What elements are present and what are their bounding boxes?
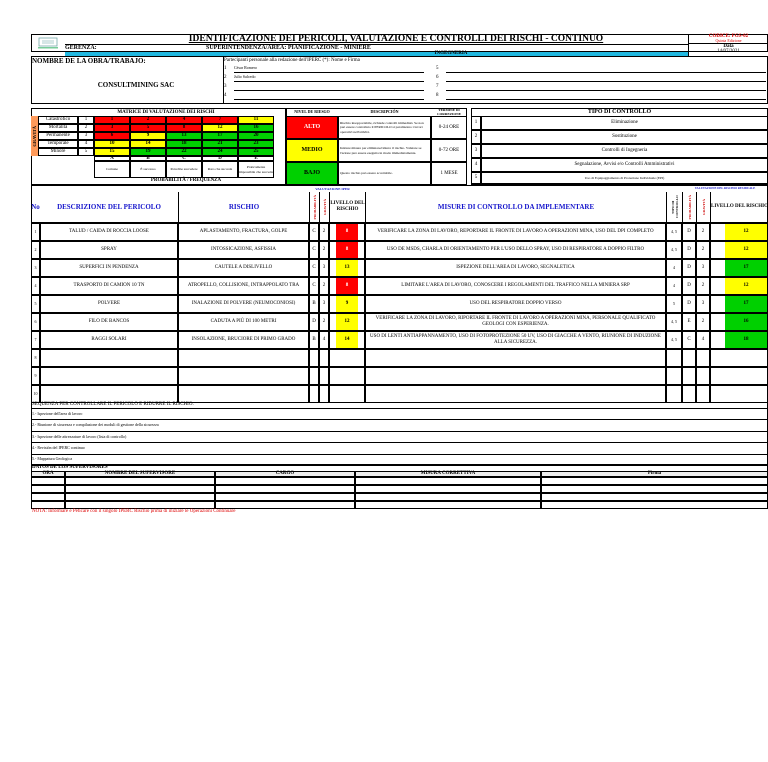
frequency-letter: B bbox=[130, 156, 166, 161]
supervisor-cell bbox=[355, 501, 541, 509]
control-number: 2 bbox=[471, 130, 481, 144]
hazard-description: SPRAY bbox=[40, 241, 178, 259]
participant-number: 2 bbox=[224, 75, 227, 81]
matrix-cell: 25 bbox=[238, 148, 274, 156]
matrix-cell: 1 bbox=[94, 116, 130, 124]
supervisor-cell bbox=[355, 477, 541, 485]
probability: C bbox=[309, 241, 319, 259]
control-type: 4, 5 bbox=[666, 241, 682, 259]
residual-level-badge: 12 bbox=[725, 278, 767, 294]
levels-time-header: TERMINE DI CORREZIONE bbox=[437, 107, 461, 116]
work-name-label: NOMBRE DE LA OBRA/TRABAJO: bbox=[32, 57, 146, 66]
level-description: Questo rischio può essere accettabile. bbox=[338, 162, 431, 185]
frequency-axis-label: PROBABILITÀ / FREQUENZA bbox=[150, 178, 222, 184]
control-text: Sostituzione bbox=[481, 130, 768, 144]
col-control-type: TIPO DI CONTROLLO bbox=[666, 192, 682, 222]
hazard-description: TRASPORTO DI CAMION 10 TN bbox=[40, 277, 178, 295]
supervisor-cell bbox=[215, 485, 355, 493]
control-type: 4, 5 bbox=[666, 223, 682, 241]
risk-level-badge bbox=[336, 368, 358, 384]
hazard-description: SUPERFICI IN PENDENZA bbox=[40, 259, 178, 277]
control-measure: USO DEL RESPIRATORE DOPPIO VERSO bbox=[365, 295, 666, 313]
probability: B bbox=[309, 295, 319, 313]
severity-label: Temporale bbox=[38, 140, 78, 148]
residual-probability bbox=[682, 367, 696, 385]
risk-description: ATROPELLO, COLLISIONE, INTRAPPOLATO TRA bbox=[178, 277, 309, 295]
supervisor-cell bbox=[65, 477, 215, 485]
iperc-sheet bbox=[31, 34, 768, 521]
probability: B bbox=[309, 331, 319, 349]
supervisor-cell bbox=[65, 493, 215, 501]
supervisor-cell bbox=[355, 485, 541, 493]
severity-number: 3 bbox=[78, 132, 94, 140]
supervisor-header: NOMBRE DEL SUPERVISORE bbox=[65, 471, 215, 477]
hazard-description bbox=[40, 349, 178, 367]
severity: 4 bbox=[319, 331, 329, 349]
area-label: SUPERINTENDENZA/AREA: PIANIFICAZIONE - MINIERE bbox=[206, 44, 371, 51]
row-number: 8 bbox=[31, 349, 40, 367]
control-text: Controlli di Ingegneria bbox=[481, 144, 768, 158]
frequency-label: Praticamente impossibile che succeda bbox=[238, 161, 274, 178]
risk-description: INALAZIONE DI POLVERE (NEUMOCONIOSI) bbox=[178, 295, 309, 313]
frequency-label: Raro che succeda bbox=[202, 161, 238, 178]
control-type: 5 bbox=[666, 295, 682, 313]
participant-name bbox=[446, 83, 766, 91]
risk-level-badge: 8 bbox=[336, 278, 358, 294]
severity: 2 bbox=[319, 313, 329, 331]
col-no: No bbox=[31, 202, 40, 211]
severity-label: Mortalità bbox=[38, 124, 78, 132]
risk-matrix-title: MATRICE DI VALUTAZIONE DEI RISCHI bbox=[117, 109, 215, 115]
matrix-cell: 19 bbox=[130, 148, 166, 156]
frequency-label: Comune bbox=[94, 161, 130, 178]
risk-description: INSOLAZIONE, BRUCIORE DI PRIMO GRADO bbox=[178, 331, 309, 349]
participant-number: 4 bbox=[224, 93, 227, 99]
severity-number: 1 bbox=[78, 116, 94, 124]
participant-number: 3 bbox=[224, 84, 227, 90]
risk-description: APLASTAMENTO, FRACTURA, GOLPE bbox=[178, 223, 309, 241]
control-measure: LIMITARE L'AREA DI LAVORO, CONOSCERE I REGOLAMENTI DEL TRAFFICO NELLA MINIERA SRP bbox=[365, 277, 666, 295]
supervisor-cell bbox=[541, 485, 768, 493]
participant-number: 5 bbox=[436, 66, 439, 72]
participants-label: Partecipanti personale alla redazione dell'IPERC (*): Nome e Firma bbox=[224, 57, 360, 63]
frequency-letter: D bbox=[202, 156, 238, 161]
residual-severity: 2 bbox=[696, 313, 710, 331]
sequence-item: 5.- Mappatura Geologica bbox=[31, 454, 768, 465]
risk-level-badge: 8 bbox=[336, 224, 358, 240]
supervisor-cell bbox=[541, 493, 768, 501]
residual-severity: 2 bbox=[696, 241, 710, 259]
supervisor-cell bbox=[541, 501, 768, 509]
frequency-letter: C bbox=[166, 156, 202, 161]
page-title: IDENTIFICAZIONE DEI PERICOLI, VALUTAZIONE E CONTROLLI DEI RISCHI - CONTINUO bbox=[188, 34, 604, 44]
residual-probability: D bbox=[682, 241, 696, 259]
matrix-cell: 18 bbox=[166, 140, 202, 148]
frequency-label: È successo bbox=[130, 161, 166, 178]
levels-header: NIVEL DE RIESGO bbox=[294, 109, 330, 115]
control-text: Uso di Equipaggiamento di Protezione Individuale (EPI) bbox=[481, 172, 768, 184]
matrix-cell: 9 bbox=[130, 132, 166, 140]
row-number: 4 bbox=[31, 277, 40, 295]
control-text: Eliminazione bbox=[481, 116, 768, 130]
row-number: 10 bbox=[31, 385, 40, 403]
participant-number: 7 bbox=[436, 84, 439, 90]
control-type: 4 bbox=[666, 277, 682, 295]
matrix-cell: 17 bbox=[202, 132, 238, 140]
frequency-letter: A bbox=[94, 156, 130, 161]
matrix-cell: 5 bbox=[130, 124, 166, 132]
col-probability: PROBABILITÀ bbox=[309, 192, 319, 222]
residual-severity: 4 bbox=[696, 331, 710, 349]
company-name: CONSULTMINING SAC bbox=[97, 80, 175, 89]
control-type: 4, 5 bbox=[666, 331, 682, 349]
supervisor-cell bbox=[31, 485, 65, 493]
severity: 3 bbox=[319, 259, 329, 277]
severity-label: Minore bbox=[38, 148, 78, 156]
row-number: 3 bbox=[31, 259, 40, 277]
supervisor-header: MISURA CORRETTIVA bbox=[355, 471, 541, 477]
level-badge: BAJO bbox=[286, 162, 338, 185]
control-type bbox=[666, 367, 682, 385]
ingegneria-label: INGEGNERIA bbox=[434, 51, 468, 57]
level-time: 0-72 ORE bbox=[431, 139, 467, 162]
control-type: 4 bbox=[666, 259, 682, 277]
sequence-item: 3.- Ispezione delle attrezzature di lavoro (lista di controllo) bbox=[31, 431, 768, 442]
matrix-cell: 23 bbox=[238, 140, 274, 148]
severity bbox=[319, 349, 329, 367]
control-type-title: TIPO DI CONTROLLO bbox=[587, 109, 652, 116]
severity bbox=[319, 385, 329, 403]
supervisor-header: Firma bbox=[541, 471, 768, 477]
control-measure: ISPEZIONE DELL'AREA DI LAVORO, SEGNALETICA bbox=[365, 259, 666, 277]
doc-edition: Quinta Edizione bbox=[689, 39, 768, 44]
severity-number: 4 bbox=[78, 140, 94, 148]
level-time: 1 MESE bbox=[431, 162, 467, 185]
risk-level-badge: 12 bbox=[336, 314, 358, 330]
matrix-cell: 10 bbox=[94, 140, 130, 148]
supervisor-header: ORA bbox=[31, 471, 65, 477]
supervisor-cell bbox=[215, 501, 355, 509]
row-number: 9 bbox=[31, 367, 40, 385]
control-measure bbox=[365, 367, 666, 385]
control-number: 4 bbox=[471, 158, 481, 172]
control-measure bbox=[365, 385, 666, 403]
risk-level-badge: 13 bbox=[336, 260, 358, 276]
row-number: 5 bbox=[31, 295, 40, 313]
residual-level-badge bbox=[725, 350, 767, 366]
control-number: 5 bbox=[471, 172, 481, 184]
probability bbox=[309, 349, 319, 367]
control-number: 1 bbox=[471, 116, 481, 130]
residual-severity bbox=[696, 367, 710, 385]
risk-level-badge: 9 bbox=[336, 296, 358, 312]
residual-severity: 2 bbox=[696, 223, 710, 241]
severity-label: Permanente bbox=[38, 132, 78, 140]
col-measures: MISURE DI CONTROLLO DA IMPLEMENTARE bbox=[365, 192, 666, 222]
supervisor-cell bbox=[215, 477, 355, 485]
severity bbox=[319, 367, 329, 385]
supervisor-cell bbox=[65, 501, 215, 509]
severity-axis-label: GRAVITÀ bbox=[31, 116, 38, 156]
probability bbox=[309, 385, 319, 403]
residual-level-badge bbox=[725, 368, 767, 384]
risk-description: CADUTA A PIÙ DI 100 METRI bbox=[178, 313, 309, 331]
risk-level-badge bbox=[336, 350, 358, 366]
probability: C bbox=[309, 223, 319, 241]
sequence-title: SEQUENZA PER CONTROLLARE IL PERICOLO E RIDURRE IL RISCHIO. bbox=[32, 402, 194, 408]
residual-eval-label: VALUTAZIONE DEL RISCHIO RESIDUALE bbox=[694, 186, 756, 191]
participant-name bbox=[234, 92, 424, 100]
frequency-label: Potrebbe succedere bbox=[166, 161, 202, 178]
risk-description bbox=[178, 349, 309, 367]
probability: D bbox=[309, 313, 319, 331]
supervisor-cell bbox=[541, 477, 768, 485]
residual-severity bbox=[696, 349, 710, 367]
residual-probability: D bbox=[682, 277, 696, 295]
control-type bbox=[666, 385, 682, 403]
participant-number: 8 bbox=[436, 93, 439, 99]
residual-level-badge: 18 bbox=[725, 332, 767, 348]
sequence-item: 4.- Revisión del IPERC continuo bbox=[31, 442, 768, 453]
participant-name: César Romero bbox=[234, 65, 424, 73]
hazard-description: RAGGI SOLARI bbox=[40, 331, 178, 349]
supervisors-title: DATOS DE LOS SUPERVISORES bbox=[32, 465, 108, 471]
hazard-description: POLVERE bbox=[40, 295, 178, 313]
matrix-cell: 20 bbox=[238, 132, 274, 140]
hazard-description bbox=[40, 385, 178, 403]
matrix-cell: 4 bbox=[166, 116, 202, 124]
matrix-cell: 8 bbox=[166, 124, 202, 132]
residual-level-badge: 17 bbox=[725, 296, 767, 312]
severity: 3 bbox=[319, 295, 329, 313]
hazard-description: TALUD / CAIDA DI ROCCIA LOOSE bbox=[40, 223, 178, 241]
control-type bbox=[666, 349, 682, 367]
control-measure: USO DI LENTI ANTIAPPANNAMENTO, USO DI FOTOPROTEZIONE 50 UV, USO DI GIACCHE A VENTO, RIUNIONE DI INDUZIONE ALLA SICUREZZA. bbox=[365, 331, 666, 349]
participant-name bbox=[234, 83, 424, 91]
severity: 2 bbox=[319, 277, 329, 295]
participant-name bbox=[446, 74, 766, 82]
residual-probability bbox=[682, 349, 696, 367]
residual-level-badge: 17 bbox=[725, 260, 767, 276]
col-risk: RISCHIO bbox=[178, 192, 309, 222]
severity: 2 bbox=[319, 223, 329, 241]
severity-number: 5 bbox=[78, 148, 94, 156]
supervisor-cell bbox=[215, 493, 355, 501]
participant-name bbox=[446, 92, 766, 100]
risk-level-badge: 14 bbox=[336, 332, 358, 348]
matrix-cell: 6 bbox=[94, 132, 130, 140]
participant-number: 6 bbox=[436, 75, 439, 81]
matrix-cell: 14 bbox=[130, 140, 166, 148]
levels-desc-header: DESCRIPCIÓN bbox=[370, 109, 399, 115]
supervisor-cell bbox=[31, 493, 65, 501]
row-number: 6 bbox=[31, 313, 40, 331]
residual-probability: C bbox=[682, 331, 696, 349]
doc-code-box bbox=[688, 34, 768, 56]
residual-severity: 2 bbox=[696, 277, 710, 295]
matrix-cell: 24 bbox=[202, 148, 238, 156]
control-measure: VERIFICARE LA ZONA DI LAVORO, REPORTARE IL FRONTE DI LAVORO A OPERAZIONI MINA, USO DEL DPI COMPLETO bbox=[365, 223, 666, 241]
col-hazard: DESCRIZIONE DEL PERICOLO bbox=[57, 202, 161, 211]
col-res-level: LIVELLO DEL RISCHIO bbox=[710, 192, 768, 222]
row-number: 1 bbox=[31, 223, 40, 241]
participant-name bbox=[446, 65, 766, 73]
residual-level-badge bbox=[725, 386, 767, 402]
level-badge: ALTO bbox=[286, 116, 338, 139]
residual-level-badge: 12 bbox=[725, 242, 767, 258]
sequence-item: 2.- Riunione di sicurezza e compilazione dei moduli di gestione della sicurezza bbox=[31, 419, 768, 430]
matrix-cell: 7 bbox=[202, 116, 238, 124]
row-number: 7 bbox=[31, 331, 40, 349]
risk-description bbox=[178, 385, 309, 403]
supervisor-cell bbox=[31, 501, 65, 509]
control-measure: VERIFICARE LA ZONA DI LAVORO, RIPORTARE IL FRONTE DI LAVORO A OPERAZIONI MINA, PERSONALE QUALIFICATO GEOLOGI CON ESPERIENZA. bbox=[365, 313, 666, 331]
matrix-cell: 11 bbox=[238, 116, 274, 124]
matrix-cell: 16 bbox=[238, 124, 274, 132]
residual-severity: 3 bbox=[696, 259, 710, 277]
probability bbox=[309, 367, 319, 385]
level-time: 0-24 ORE bbox=[431, 116, 467, 139]
residual-severity: 3 bbox=[696, 295, 710, 313]
sequence-item: 1.- Ispezione dell'area di lavoro bbox=[31, 408, 768, 419]
residual-probability bbox=[682, 385, 696, 403]
footer-note: NOTA: Informare e Peticare con il singolo IPERC Rischio prima di iniziare le Operazioni Continuare bbox=[32, 509, 236, 515]
matrix-cell: 22 bbox=[166, 148, 202, 156]
residual-probability: D bbox=[682, 223, 696, 241]
matrix-cell: 21 bbox=[202, 140, 238, 148]
risk-description bbox=[178, 367, 309, 385]
participant-name: Julio Salcedo bbox=[234, 74, 424, 82]
residual-level-badge: 12 bbox=[725, 224, 767, 240]
residual-level-badge: 16 bbox=[725, 314, 767, 330]
supervisor-cell bbox=[31, 477, 65, 485]
col-risk-level: LIVELLO DEL RISCHIO bbox=[329, 192, 365, 222]
doc-date-label: Data bbox=[723, 43, 734, 49]
col-severity: GRAVITÀ bbox=[319, 192, 329, 222]
matrix-cell: 2 bbox=[130, 116, 166, 124]
risk-description: CAUTELE A DISLIVELLO bbox=[178, 259, 309, 277]
supervisor-cell bbox=[65, 485, 215, 493]
severity: 2 bbox=[319, 241, 329, 259]
control-measure bbox=[365, 349, 666, 367]
risk-level-badge: 8 bbox=[336, 242, 358, 258]
probability: C bbox=[309, 259, 319, 277]
doc-code: CODICE: FGS-02 bbox=[708, 33, 749, 39]
row-number: 2 bbox=[31, 241, 40, 259]
frequency-letter: E bbox=[238, 156, 274, 161]
risk-description: INTOSSICAZIONE, ASFISSIA bbox=[178, 241, 309, 259]
level-description: Rischio insopportabile, richiede controlli immediati. Se non può essere controllato il PERICOLO si paralizzano i lavori operativi nell'attività. bbox=[338, 116, 431, 139]
hazard-description bbox=[40, 367, 178, 385]
level-description: Iniziare misure per eliminare/ridurre il rischio. Valutare se l'azione può essere eseguita in modo immediatamente. bbox=[338, 139, 431, 162]
col-res-severity: GRAVITÀ bbox=[696, 192, 710, 222]
severity-number: 2 bbox=[78, 124, 94, 132]
supervisor-cell bbox=[355, 493, 541, 501]
gerenza-label: GERENZA: bbox=[65, 44, 97, 51]
company-logo bbox=[31, 35, 65, 51]
control-measure: USO DE MSDS, CHARLA DI ORIENTAMENTO PER L'USO DELLO SPRAY, USO DI RESPIRATORE A DOPPIO FILTRO bbox=[365, 241, 666, 259]
doc-date: 14/07/2021 bbox=[717, 49, 740, 55]
supervisor-header: CARGO bbox=[215, 471, 355, 477]
matrix-cell: 12 bbox=[202, 124, 238, 132]
matrix-cell: 13 bbox=[166, 132, 202, 140]
control-number: 3 bbox=[471, 144, 481, 158]
level-badge: MEDIO bbox=[286, 139, 338, 162]
control-type: 4, 5 bbox=[666, 313, 682, 331]
matrix-cell: 15 bbox=[94, 148, 130, 156]
residual-probability: D bbox=[682, 295, 696, 313]
risk-level-badge bbox=[336, 386, 358, 402]
severity-label: Catastrofico bbox=[38, 116, 78, 124]
hazard-description: FILO DE BANCOS bbox=[40, 313, 178, 331]
residual-probability: D bbox=[682, 259, 696, 277]
residual-severity bbox=[696, 385, 710, 403]
probability: C bbox=[309, 277, 319, 295]
col-res-probability: PROBABILITÀ bbox=[682, 192, 696, 222]
matrix-cell: 3 bbox=[94, 124, 130, 132]
control-text: Segnalazione, Avvisi e/o Controlli Amministrativi bbox=[481, 158, 768, 172]
iper-eval-label: VALUTAZIONE IPER bbox=[315, 186, 350, 191]
participant-number: 1 bbox=[224, 66, 227, 72]
residual-probability: E bbox=[682, 313, 696, 331]
